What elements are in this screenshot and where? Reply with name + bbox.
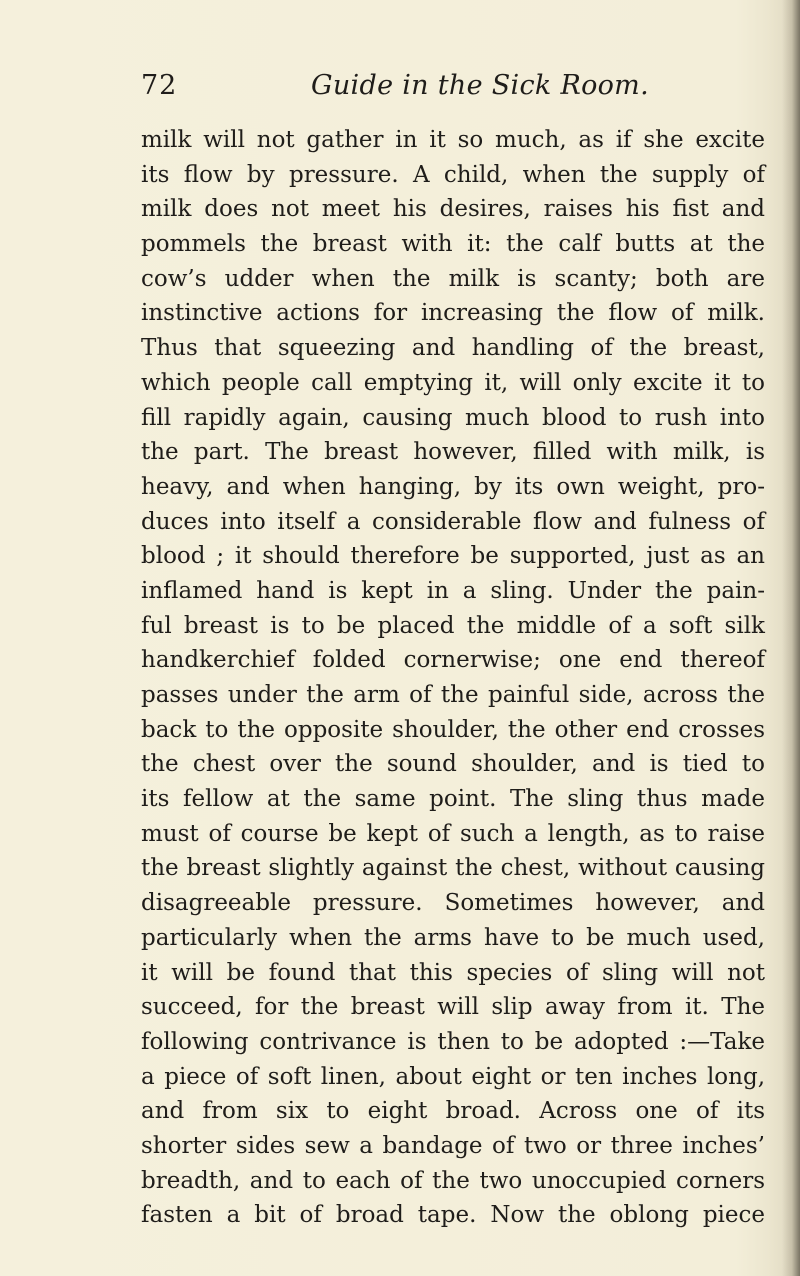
running-title: Guide in the Sick Room. [311,70,649,101]
text-line: and from six to eight broad. Across one of its [141,1098,765,1125]
text-line: ful breast is to be placed the middle of a soft silk [141,612,765,639]
text-line: pommels the breast with it: the calf butts at the [141,231,765,258]
text-line: it will be found that this species of sling will not [141,959,765,986]
text-line: fasten a bit of broad tape. Now the oblong piece [141,1202,765,1229]
text-line: following contrivance is then to be adopted :—Take [141,1028,765,1055]
text-line: shorter sides sew a bandage of two or three inches’ [141,1132,765,1159]
text-line: the part. The breast however, filled with milk, is [141,439,765,466]
text-line: passes under the arm of the painful side, across the [141,682,765,708]
text-line: cow’s udder when the milk is scanty; both are [141,265,765,292]
text-line: Thus that squeezing and handling of the breast, [141,335,765,362]
page-edge-shadow [782,0,800,1276]
text-line: milk will not gather in it so much, as if she excite [141,127,765,153]
text-line: disagreeable pressure. Sometimes however, and [141,890,765,917]
text-line: succeed, for the breast will slip away from it. The [141,994,765,1021]
text-line: fill rapidly again, causing much blood to rush into [141,404,765,431]
text-line: a piece of soft linen, about eight or ten inches long, [141,1063,765,1090]
text-line: inflamed hand is kept in a sling. Under the pain- [141,577,765,604]
text-line: must of course be kept of such a length, as to raise [141,820,765,847]
text-line: milk does not meet his desires, raises his fist and [141,196,765,223]
text-line: its flow by pressure. A child, when the supply of [141,161,765,188]
running-head [141,66,761,110]
text-line: particularly when the arms have to be much used, [141,924,765,951]
text-line: its fellow at the same point. The sling thus made [141,786,765,813]
text-line: which people call emptying it, will only excite it to [141,369,765,396]
text-line: blood ; it should therefore be supported, just as an [141,543,765,570]
text-line: handkerchief folded cornerwise; one end thereof [141,647,765,674]
text-line: instinctive actions for increasing the flow of milk. [141,300,765,327]
text-line: breadth, and to each of the two unoccupied corners [141,1167,765,1194]
text-line: the chest over the sound shoulder, and is tied to [141,751,765,778]
text-line: back to the opposite shoulder, the other end crosses [141,716,765,743]
text-line: heavy, and when hanging, by its own weight, pro- [141,473,765,500]
page-number: 72 [141,70,178,101]
text-line: duces into itself a considerable flow and fulness of [141,508,765,535]
text-line: the breast slightly against the chest, without causing [141,855,765,882]
body-text [141,123,765,1233]
